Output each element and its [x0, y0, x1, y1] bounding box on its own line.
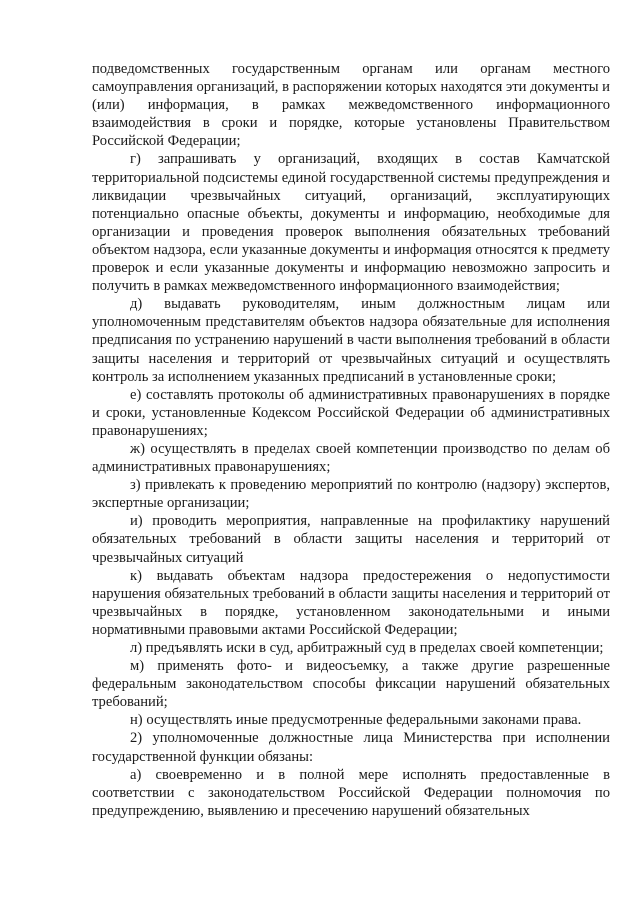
paragraph-item-e: е) составлять протоколы об административных правонарушениях в порядке и сроки, установленные Кодексом Российской Федерации об административных правонарушениях;: [92, 386, 610, 439]
paragraph-item-n: н) осуществлять иные предусмотренные федеральными законами права.: [130, 712, 582, 729]
paragraph-item-l: л) предъявлять иски в суд, арбитражный суд в пределах своей компетенции;: [130, 640, 604, 656]
paragraph-item-i: и) проводить мероприятия, направленные на профилактику нарушений обязательных требований в области защиты населения и территорий от чрезвычайных ситуаций: [92, 513, 610, 566]
document-page: [92, 60, 610, 820]
paragraph-item-z: з) привлекать к проведению мероприятий по контролю (надзору) экспертов, экспертные организации;: [92, 477, 610, 512]
paragraph-intro-continuation: подведомственных государственным органам или органам местного самоуправления организаций, в распоряжении которых находятся эти документы и (или) информация, в рамках межведомственного информационного взаимодействия в сроки и порядке, которые установлены Правительством Российской Федерации;: [92, 61, 610, 150]
paragraph-item-k: к) выдавать объектам надзора предостережения о недопустимости нарушения обязательных требований в области защиты населения и территорий от чрезвычайных в порядке, установленном законодательными и иными нормативными правовыми актами Российской Федерации;: [92, 567, 610, 638]
paragraph-item-zh: ж) осуществлять в пределах своей компетенции производство по делам об административных правонарушениях;: [92, 440, 610, 476]
paragraph-section-2-item-a: а) своевременно и в полной мере исполнять предоставленные в соответствии с законодательством Российской Федерации полномочия по предупреждению, выявлению и пресечению нарушений обязательных: [92, 766, 610, 819]
paragraph-section-2: 2) уполномоченные должностные лица Министерства при исполнении государственной функции обязаны:: [92, 730, 610, 765]
paragraph-item-g: г) запрашивать у организаций, входящих в состав Камчатской территориальной подсистемы единой государственной системы предупреждения и ликвидации чрезвычайных ситуаций, организаций, эксплуатирующих потенциально опасные объекты, документы и информацию, необходимые для организации и проведения проверок выполнения обязательных требований объектом надзора, если указанные документы и информация относятся к предмету проверок и если указанные документы и информацию невозможно запросить и получить в рамках межведомственного информационного взаимодействия;: [92, 151, 610, 295]
paragraph-item-m: м) применять фото- и видеосъемку, а также другие разрешенные федеральным законодательством способы фиксации нарушений обязательных требований;: [92, 658, 610, 711]
paragraph-item-d: д) выдавать руководителям, иным должностным лицам или уполномоченным представителям объектов надзора обязательные для исполнения предписания по устранению нарушений в части выполнения требований в области защиты населения и территорий от чрезвычайных ситуаций и осуществлять контроль за исполнением указанных предписаний в установленные сроки;: [92, 296, 610, 385]
